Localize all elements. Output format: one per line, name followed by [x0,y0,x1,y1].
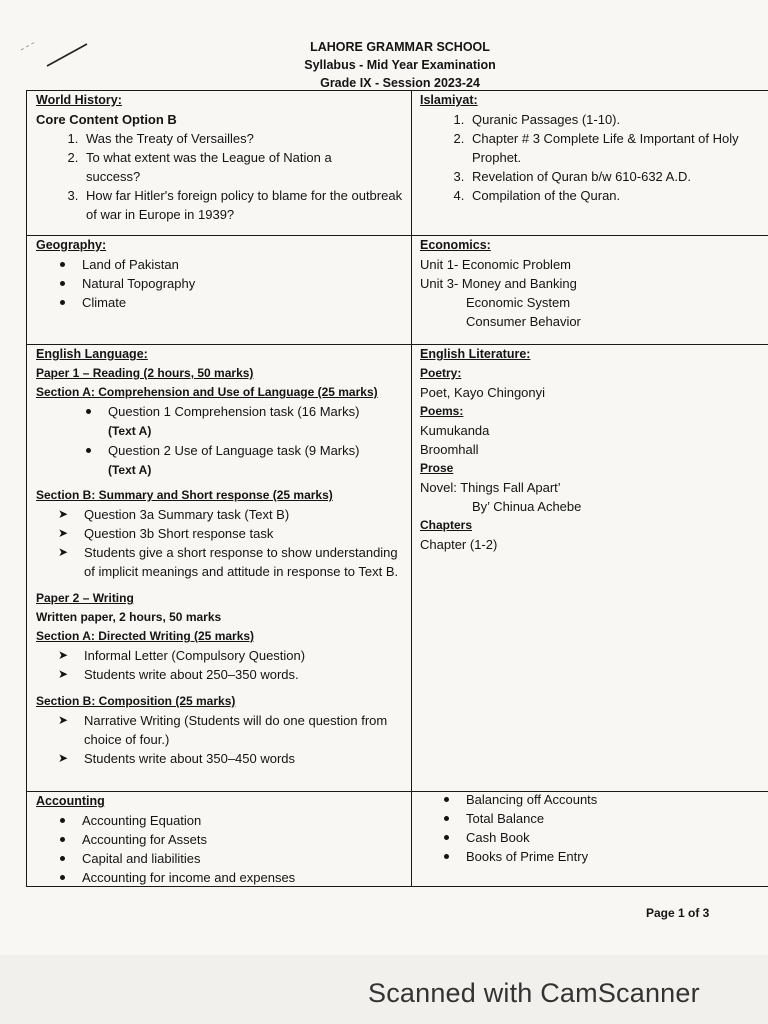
list-item: 1. Was the Treaty of Versailles? [82,129,406,148]
islamiyat-heading: Islamiyat: [420,93,478,107]
list-item: Balancing off Accounts [466,790,760,809]
arrow-bullet-icon: ➤ [58,667,69,681]
camscanner-watermark: Scanned with CamScanner [368,978,700,1008]
page-number: Page 1 of 3 [646,906,710,920]
list-item: Books of Prime Entry [466,847,760,866]
world-history-cell [36,91,406,224]
section-b-composition-heading: Section B: Composition (25 marks) [36,694,236,708]
economics-unit-1: Unit 1- Economic Problem [420,257,571,272]
list-item: ➤ Students give a short response to show understanding of implicit meanings and attitude in response to Text B. [58,545,399,579]
english-literature-heading: English Literature: [420,347,531,361]
list-item: 3. How far Hitler's foreign policy to blame for the outbreak of war in Europe in 1939? [82,186,406,224]
list-item: ➤ Students write about 250–350 words. [58,667,299,682]
list-item: Total Balance [466,809,760,828]
world-history-subtitle: Core Content Option B [36,112,177,127]
prose-label: Prose [420,461,454,475]
list-item: ➤ Informal Letter (Compulsory Question) [58,648,306,663]
list-item: ➤ Students write about 350–450 words [58,751,296,766]
economics-unit-3: Unit 3- Money and Banking [420,276,577,291]
novel-author: By’ Chinua Achebe [472,499,582,514]
arrow-bullet-icon: ➤ [58,507,69,521]
list-item: Question 1 Comprehension task (16 Marks) (Text A) [108,402,408,441]
list-item: 1. Quranic Passages (1-10). [468,110,760,129]
list-item: 2. To what extent was the League of Nation a success? [82,148,406,186]
section-a-writing-heading: Section A: Directed Writing (25 marks) [36,629,255,643]
pen-stroke-mark [15,28,95,78]
list-item: Accounting Equation [82,811,406,830]
list-item: 4. Compilation of the Quran. [468,186,760,205]
economics-heading: Economics: [420,238,491,252]
arrow-bullet-icon: ➤ [58,526,69,540]
paper-2-heading: Paper 2 – Writing [36,591,134,605]
document-header [240,38,560,92]
paper-1-heading: Paper 1 – Reading (2 hours, 50 marks) [36,366,254,380]
section-b-heading: Section B: Summary and Short response (25 marks) [36,488,333,502]
english-literature-cell [420,345,760,554]
english-language-cell [36,345,408,768]
accounting-cell [36,792,406,887]
islamiyat-cell [420,91,760,205]
list-item: Accounting for income and expenses [82,868,406,887]
grade-session: Grade IX - Session 2023-24 [320,76,480,90]
economics-cell [420,236,760,331]
arrow-bullet-icon: ➤ [58,751,69,765]
economics-subtopic: Economic System [466,295,571,310]
list-item: ➤ Question 3a Summary task (Text B) [58,507,290,522]
list-item: Question 2 Use of Language task (9 Marks) (Text A) [108,441,408,480]
poems-label: Poems: [420,404,464,418]
accounting-cell-continued [420,790,760,866]
english-language-heading: English Language: [36,347,148,361]
list-item: ➤ Question 3b Short response task [58,526,274,541]
geography-cell [36,236,406,312]
list-item: Accounting for Assets [82,830,406,849]
exam-title: Syllabus - Mid Year Examination [304,58,496,72]
poet-name: Poet, Kayo Chingonyi [420,385,546,400]
list-item: Capital and liabilities [82,849,406,868]
paper-2-detail: Written paper, 2 hours, 50 marks [36,610,222,624]
arrow-bullet-icon: ➤ [58,545,69,559]
arrow-bullet-icon: ➤ [58,713,69,727]
list-item: Natural Topography [82,274,406,293]
world-history-heading: World History: [36,93,122,107]
accounting-heading: Accounting [36,794,105,808]
section-a-heading: Section A: Comprehension and Use of Language (25 marks) [36,385,378,399]
chapters-range: Chapter (1-2) [420,537,498,552]
poem-title: Kumukanda [420,423,490,438]
list-item: Climate [82,293,406,312]
list-item: ➤ Narrative Writing (Students will do one question from choice of four.) [58,713,388,747]
poem-title: Broomhall [420,442,479,457]
novel-title: Novel: Things Fall Apart’ [420,480,561,495]
school-name: LAHORE GRAMMAR SCHOOL [310,40,490,54]
economics-subtopic: Consumer Behavior [466,314,581,329]
list-item: Land of Pakistan [82,255,406,274]
list-item: Cash Book [466,828,760,847]
chapters-label: Chapters [420,518,473,532]
poetry-label: Poetry: [420,366,462,380]
list-item: 3. Revelation of Quran b/w 610-632 A.D. [468,167,760,186]
table-column-divider [411,90,412,887]
list-item: 2. Chapter # 3 Complete Life & Important of Holy Prophet. [468,129,760,167]
arrow-bullet-icon: ➤ [58,648,69,662]
geography-heading: Geography: [36,238,107,252]
